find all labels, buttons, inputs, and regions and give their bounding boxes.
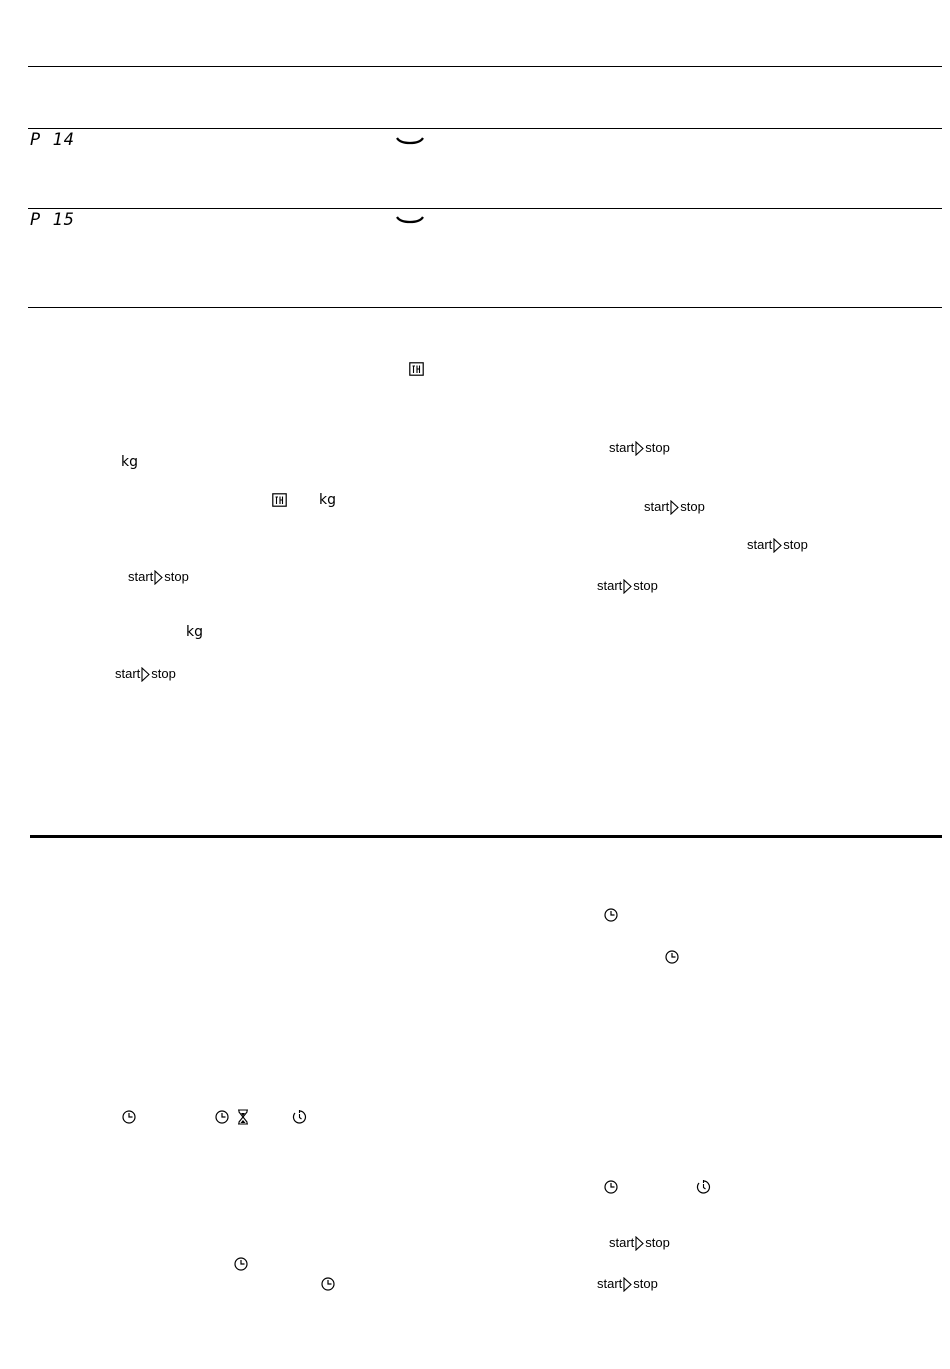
program-code-p15: P 15 <box>30 210 75 230</box>
stop-text: stop <box>680 499 705 514</box>
clock-icon <box>604 908 618 922</box>
basket-icon <box>409 362 424 376</box>
play-icon <box>670 500 679 515</box>
start-text: start <box>115 666 141 681</box>
start-text: start <box>644 499 670 514</box>
clock-icon <box>321 1277 335 1291</box>
timer-icon <box>292 1109 307 1124</box>
stop-text: stop <box>645 440 670 455</box>
kg-unit: kg <box>186 624 203 640</box>
clock-icon <box>665 950 679 964</box>
section-separator <box>30 835 942 838</box>
start-stop-label <box>747 537 808 553</box>
play-icon <box>635 1236 644 1251</box>
play-icon <box>154 570 163 585</box>
clock-icon <box>604 1180 618 1194</box>
stop-text: stop <box>151 666 176 681</box>
start-text: start <box>609 440 635 455</box>
hourglass-icon <box>237 1109 249 1125</box>
start-text: start <box>609 1235 635 1250</box>
stop-text: stop <box>645 1235 670 1250</box>
start-text: start <box>747 537 773 552</box>
play-icon <box>141 667 150 682</box>
stop-text: stop <box>633 1276 658 1291</box>
table-row-divider <box>28 208 942 209</box>
start-stop-label <box>609 440 670 456</box>
table-bottom-rule <box>28 307 942 308</box>
kg-unit: kg <box>319 492 336 508</box>
program-code-p14: P 14 <box>30 130 75 150</box>
start-text: start <box>128 569 154 584</box>
play-icon <box>623 1277 632 1292</box>
start-stop-label <box>128 569 189 585</box>
clock-icon <box>234 1257 248 1271</box>
stop-text: stop <box>783 537 808 552</box>
clock-icon <box>122 1110 136 1124</box>
stop-text: stop <box>164 569 189 584</box>
start-stop-label <box>609 1235 670 1251</box>
kg-unit: kg <box>121 454 138 470</box>
start-stop-label <box>597 578 658 594</box>
crockery-level-icon <box>396 215 424 225</box>
start-stop-label <box>597 1276 658 1292</box>
table-row-divider <box>28 128 942 129</box>
crockery-level-icon <box>396 136 424 146</box>
stop-text: stop <box>633 578 658 593</box>
clock-icon <box>215 1110 229 1124</box>
play-icon <box>635 441 644 456</box>
start-text: start <box>597 1276 623 1291</box>
play-icon <box>773 538 782 553</box>
basket-icon <box>272 493 287 507</box>
timer-icon <box>696 1179 711 1194</box>
start-stop-label <box>644 499 705 515</box>
table-top-rule <box>28 66 942 67</box>
start-text: start <box>597 578 623 593</box>
start-stop-label <box>115 666 176 682</box>
play-icon <box>623 579 632 594</box>
